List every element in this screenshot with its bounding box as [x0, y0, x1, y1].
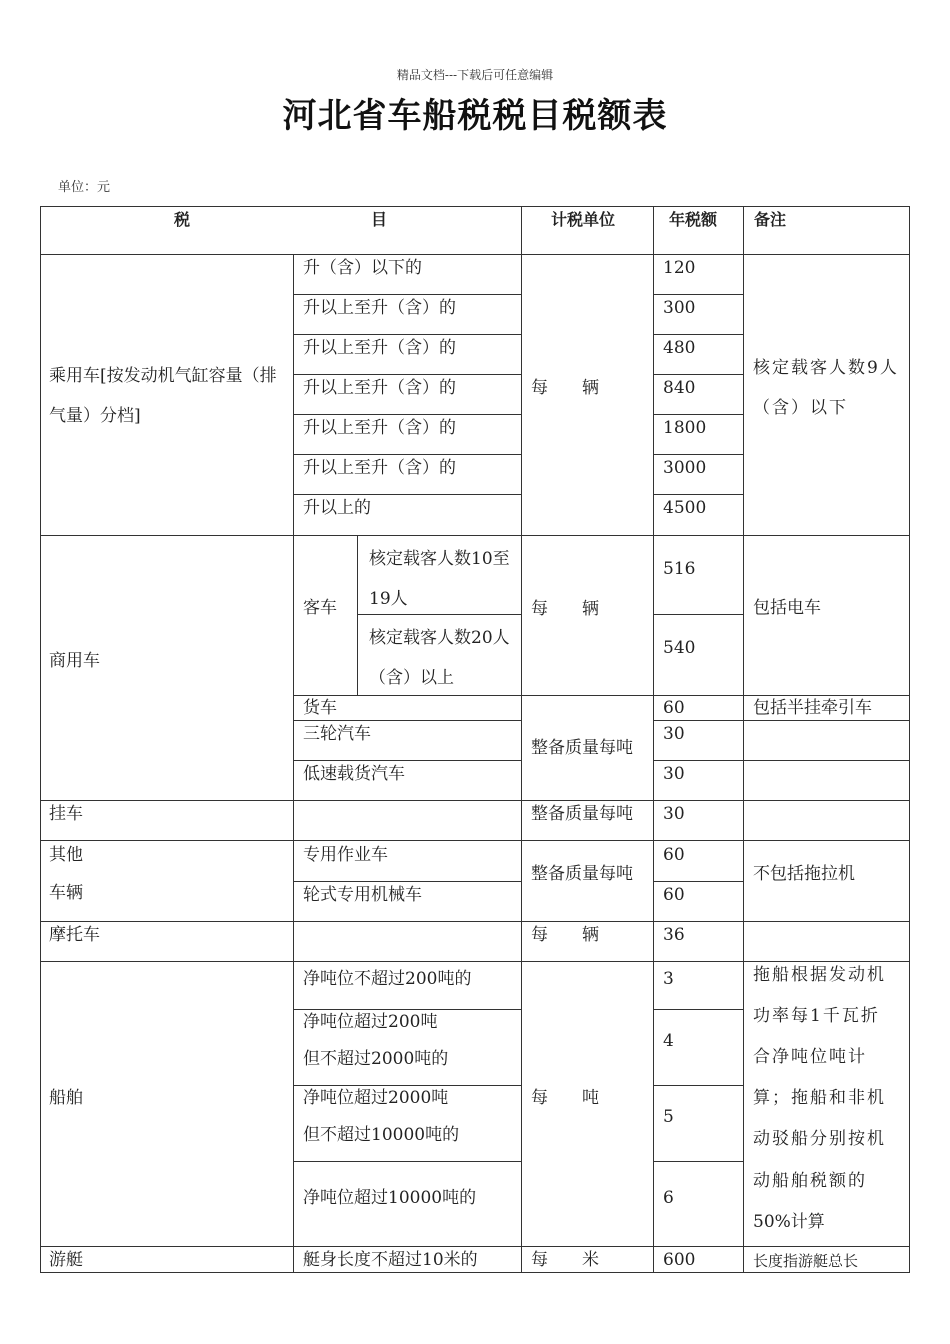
- passenger-car-item-6: 升以上至升（含）的: [303, 458, 456, 478]
- commercial-bus-unit: 每 辆: [531, 599, 599, 619]
- ship-remark-line-7: 50%计算: [753, 1212, 825, 1232]
- header-annual-tax: 年税额: [669, 210, 718, 229]
- unit-label: 单位：元: [58, 180, 111, 195]
- ship-item-4-line1: 净吨位超过10000吨的: [303, 1188, 477, 1208]
- passenger-car-tax-3: 480: [663, 338, 696, 358]
- yacht-remark: 长度指游艇总长: [753, 1252, 859, 1270]
- ship-item-1-line1: 净吨位不超过200吨的: [303, 969, 472, 989]
- commercial-lowspeed-tax: 30: [663, 764, 685, 784]
- passenger-car-item-4: 升以上至升（含）的: [303, 378, 456, 398]
- passenger-car-unit: 每 辆: [531, 378, 599, 398]
- passenger-car-tax-5: 1800: [663, 418, 707, 438]
- header-tax-item-2: 目: [371, 210, 388, 229]
- passenger-car-item-5: 升以上至升（含）的: [303, 418, 456, 438]
- commercial-truck: 货车: [303, 698, 337, 718]
- page-title: 河北省车船税税目税额表: [282, 96, 668, 136]
- passenger-car-item-7: 升以上的: [303, 498, 371, 518]
- ship-remark-line-2: 功率每1千瓦折: [753, 1006, 880, 1026]
- passenger-car-tax-7: 4500: [663, 498, 707, 518]
- commercial-truck-tax: 60: [663, 698, 685, 718]
- other-item-1: 专用作业车: [303, 845, 388, 865]
- passenger-car-remark: 核定载客人数9人（含）以下: [753, 358, 899, 418]
- ship-unit: 每 吨: [531, 1088, 599, 1108]
- trailer-unit: 整备质量每吨: [531, 804, 633, 824]
- other-remark: 不包括拖拉机: [753, 864, 855, 884]
- ship-item-2-line1: 净吨位超过200吨: [303, 1012, 438, 1032]
- ship-remark-line-1: 拖船根据发动机: [753, 965, 886, 985]
- passenger-car-item-2: 升以上至升（含）的: [303, 298, 456, 318]
- other-category-line2: 车辆: [49, 883, 83, 903]
- commercial-bus-tax-2: 540: [663, 638, 696, 658]
- commercial-tricycle-tax: 30: [663, 724, 685, 744]
- yacht-unit: 每 米: [531, 1250, 599, 1270]
- other-tax-1: 60: [663, 845, 685, 865]
- ship-item-3-line2: 但不超过10000吨的: [303, 1125, 460, 1145]
- ship-remark-line-3: 合净吨位吨计: [753, 1047, 867, 1067]
- passenger-car-item-1: 升（含）以下的: [303, 258, 422, 278]
- other-item-2: 轮式专用机械车: [303, 885, 422, 905]
- ship-tax-3: 5: [663, 1107, 674, 1127]
- top-note: 精品文档---下载后可任意编辑: [396, 68, 554, 82]
- commercial-weight-unit: 整备质量每吨: [531, 738, 633, 758]
- passenger-car-tax-4: 840: [663, 378, 696, 398]
- commercial-bus: 客车: [303, 598, 337, 618]
- ship-remark-line-4: 算；拖船和非机: [753, 1088, 886, 1108]
- other-unit: 整备质量每吨: [531, 864, 633, 884]
- other-tax-2: 60: [663, 885, 685, 905]
- passenger-car-tax-6: 3000: [663, 458, 707, 478]
- ship-remark-line-5: 动驳船分别按机: [753, 1129, 886, 1149]
- commercial-tricycle: 三轮汽车: [303, 724, 371, 744]
- passenger-car-category: 乘用车[按发动机气缸容量（排气量）分档]: [49, 366, 277, 426]
- commercial-bus-item-1: 核定载客人数10至19人: [369, 549, 510, 609]
- ship-tax-1: 3: [663, 969, 674, 989]
- yacht-tax: 600: [663, 1250, 696, 1270]
- header-tax-item-1: 税: [174, 210, 191, 229]
- trailer-tax: 30: [663, 804, 685, 824]
- motorcycle-category: 摩托车: [49, 925, 100, 945]
- other-category-line1: 其他: [49, 845, 83, 865]
- ship-tax-4: 6: [663, 1188, 674, 1208]
- passenger-car-tax-2: 300: [663, 298, 696, 318]
- motorcycle-tax: 36: [663, 925, 685, 945]
- commercial-bus-item-2: 核定载客人数20人（含）以上: [369, 628, 510, 688]
- commercial-bus-tax-1: 516: [663, 559, 696, 579]
- commercial-truck-remark: 包括半挂牵引车: [753, 698, 872, 718]
- yacht-item: 艇身长度不超过10米的: [303, 1250, 478, 1270]
- passenger-car-item-3: 升以上至升（含）的: [303, 338, 456, 358]
- header-remark: 备注: [754, 210, 787, 229]
- commercial-category: 商用车: [49, 651, 100, 671]
- header-unit: 计税单位: [551, 210, 616, 229]
- yacht-category: 游艇: [49, 1250, 83, 1270]
- ship-remark-line-6: 动船舶税额的: [753, 1171, 867, 1191]
- commercial-bus-remark: 包括电车: [753, 598, 821, 618]
- ship-item-2-line2: 但不超过2000吨的: [303, 1049, 449, 1069]
- trailer-category: 挂车: [49, 804, 83, 824]
- commercial-lowspeed: 低速载货汽车: [303, 764, 405, 784]
- ship-category: 船舶: [49, 1088, 83, 1108]
- ship-item-3-line1: 净吨位超过2000吨: [303, 1088, 449, 1108]
- ship-tax-2: 4: [663, 1031, 674, 1051]
- passenger-car-tax-1: 120: [663, 258, 696, 278]
- motorcycle-unit: 每 辆: [531, 925, 599, 945]
